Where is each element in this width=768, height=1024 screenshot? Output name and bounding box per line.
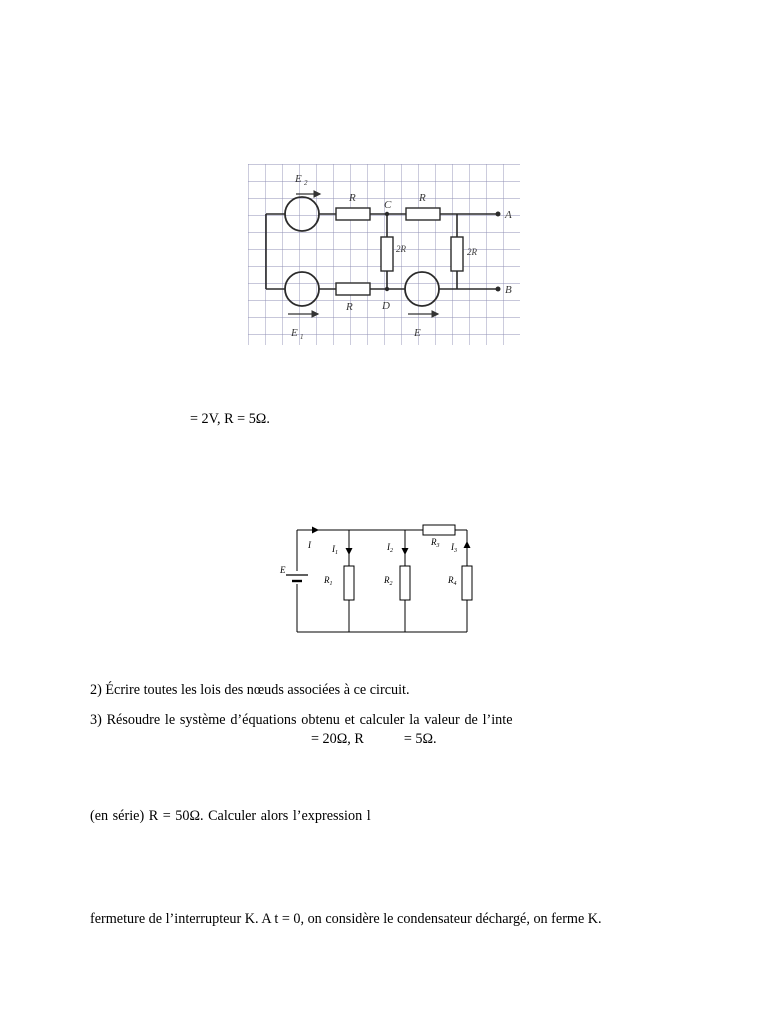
resistor-r-top-left [336,208,370,220]
resistor-2r-cd [381,237,393,271]
circuit-figure-1 [248,164,520,345]
data-values-line: = 2V, R = 5Ω. [190,411,270,427]
label-e1: E [291,327,298,339]
label-i3: $I_3$ [451,542,457,554]
question-3: 3) Résoudre le système d’équations obtenu et calculer la valeur de l’inte [90,712,513,728]
resistor-values-part-1: = 20Ω, R [311,731,364,747]
switch-closure-line: fermeture de l’interrupteur K. A t = 0, on considère le condensateur déchargé, on ferme K. [90,911,602,927]
label-e: E [414,327,421,339]
label-i: I [308,540,311,550]
label-r3: $R_3$ [431,537,440,549]
label-r-top-right: R [419,192,426,204]
resistor-r1 [344,566,354,600]
label-r2: $R_2$ [384,575,393,587]
circuit-2-drawing [278,518,478,640]
node-d-dot [385,287,389,291]
label-2r-ab: 2R [467,247,477,257]
resistor-r4 [462,566,472,600]
label-r-bottom: R [346,301,353,313]
resistor-2r-ab [451,237,463,271]
circuit-figure-2 [278,518,478,640]
label-node-c: C [384,199,392,211]
node-c-dot [385,212,389,216]
question-2: 2) Écrire toutes les lois des nœuds associées à ce circuit. [90,682,410,698]
label-e2: E [295,173,302,185]
label-i2: $I_2$ [387,542,393,554]
resistor-values-part-2: = 5Ω. [403,731,437,747]
label-i1: $I_1$ [332,544,338,556]
resistor-r-top-right [406,208,440,220]
label-e2-sub: 2 [304,179,308,187]
label-node-d: D [382,300,390,312]
label-2r-cd: 2R [396,244,406,254]
label-r1: $R_1$ [324,575,333,587]
label-e1-sub: 1 [300,333,304,341]
series-resistance-line: (en série) R = 50Ω. Calculer alors l’expression l [90,808,371,824]
label-r4: $R_4$ [448,575,457,587]
resistor-r3 [423,525,455,535]
resistor-r-bottom [336,283,370,295]
resistor-r2 [400,566,410,600]
terminal-b-dot [496,287,501,292]
circuit-1-drawing [248,164,520,345]
terminal-a-dot [496,212,501,217]
label-r-top-left: R [349,192,356,204]
label-e: E [280,565,286,575]
label-terminal-a: A [505,209,512,221]
label-terminal-b: B [505,284,512,296]
resistor-values-line [311,731,437,747]
